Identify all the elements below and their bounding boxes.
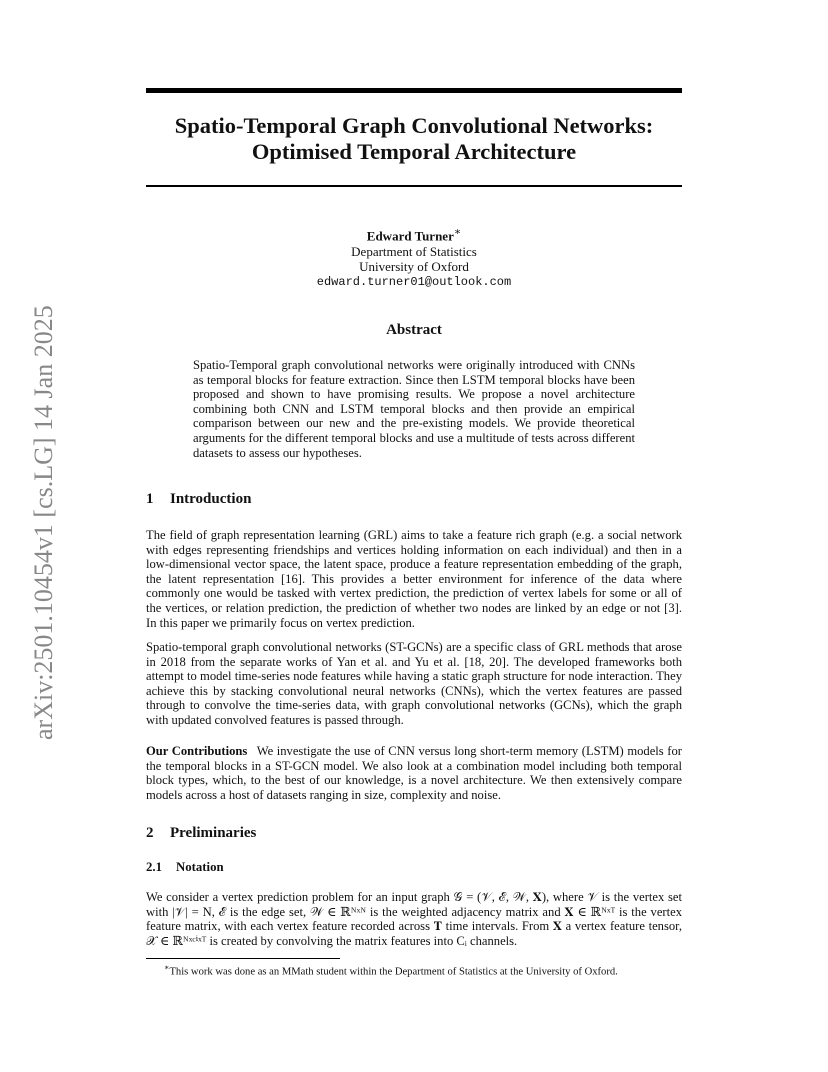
abstract-text: Spatio-Temporal graph convolutional networks were originally introduced with CNNs as temporal blocks for feature extraction. Since then LSTM temporal blocks have been proposed and shown to have promising results. We propose a novel architecture combining both CNN and LSTM temporal blocks and then provide an empirical comparison between our new and the pre-existing models. We provide theoretical arguments for the different temporal blocks and use a multitude of tests across different datasets to assess our hypotheses. [193,358,635,460]
intro-paragraph-2: Spatio-temporal graph convolutional networks (ST-GCNs) are a specific class of GRL methods that arose in 2018 from the separate works of Yan et al. and Yu et al. [18, 20]. The developed frameworks both attempt to model time-series node features while having a static graph structure for node interaction. They achieve this by stacking convolutional neural networks (CNNs), which the vertex features are passed through to convolve the time-series data, with graph convolutional networks (GCNs), which the graph with updated convolved features is passed through. [146,640,682,727]
abstract-title: Abstract [386,322,442,338]
section-title: Introduction [170,491,252,507]
section-heading-introduction [146,491,251,508]
author-footnote-mark: ∗ [453,226,462,238]
author-university: University of Oxford [359,259,469,275]
author-email: edward.turner01@outlook.com [316,274,512,289]
arxiv-stamp: arXiv:2501.10454v1 [cs.LG] 14 Jan 2025 [29,305,58,740]
footnote-rule [146,958,340,959]
author-department: Department of Statistics [351,243,477,259]
title-rule-bottom [146,185,682,187]
contributions-paragraph [146,744,682,802]
footnote-text: This work was done as an MMath student within the Department of Statistics at the University of Oxford. [169,966,618,978]
notation-paragraph: We consider a vertex prediction problem for an input graph 𝒢 = (𝒱, ℰ, 𝒲, 𝐗), where 𝒱 is the vertex set with |𝒱| = N, ℰ is the edge set, 𝒲 ∈ ℝᴺˣᴺ is the weighted adjacency matrix and 𝐗 ∈ ℝᴺˣᵀ is the vertex feature matrix, with each vertex feature recorded across 𝐓 time intervals. From 𝐗 a vertex feature tensor, 𝒳 ∈ ℝᴺˣᶜⁱˣᵀ is created by convolving the matrix features into Cᵢ channels. [146,890,682,948]
footnote [146,962,682,979]
contributions-text: We investigate the use of CNN versus long short-term memory (LSTM) models for the temporal blocks in a ST-GCN model. We also look at a combination model including both temporal block types, which, to the best of our knowledge, is a novel architecture. We then extensively compare models across a host of datasets ranging in size, complexity and noise. [146,744,682,802]
author-name: Edward Turner [366,228,454,244]
paper-title [146,113,682,165]
author-block [146,225,682,290]
footnote-mark: ∗ [164,963,170,972]
intro-paragraph-1: The field of graph representation learning (GRL) aims to take a feature rich graph (e.g. a social network with edges representing friendships and vertices holding information on each individual) and then in a low-dimensional vector space, the latent space, produce a feature representation embedding of the graph, the latent representation [16]. This provides a better environment for inference of the data where commonly one would be tasked with vertex prediction, the prediction of vertex labels for some or all of the vertices, or relation prediction, the prediction of whether two nodes are linked by an edge or not [3]. In this paper we primarily focus on vertex prediction. [146,528,682,630]
subsection-number: 2.1 [146,860,162,874]
title-rule-top [146,88,682,93]
subsection-title: Notation [176,860,224,874]
section-title: Preliminaries [170,825,257,841]
author-line [146,225,682,244]
title-line-2: Optimised Temporal Architecture [251,139,577,164]
title-line-1: Spatio-Temporal Graph Convolutional Networks: [174,113,654,138]
section-heading-preliminaries [146,825,256,842]
contributions-lead: Our Contributions [146,744,248,758]
section-number: 2 [146,825,154,841]
section-number: 1 [146,491,154,507]
subsection-heading-notation [146,860,224,875]
